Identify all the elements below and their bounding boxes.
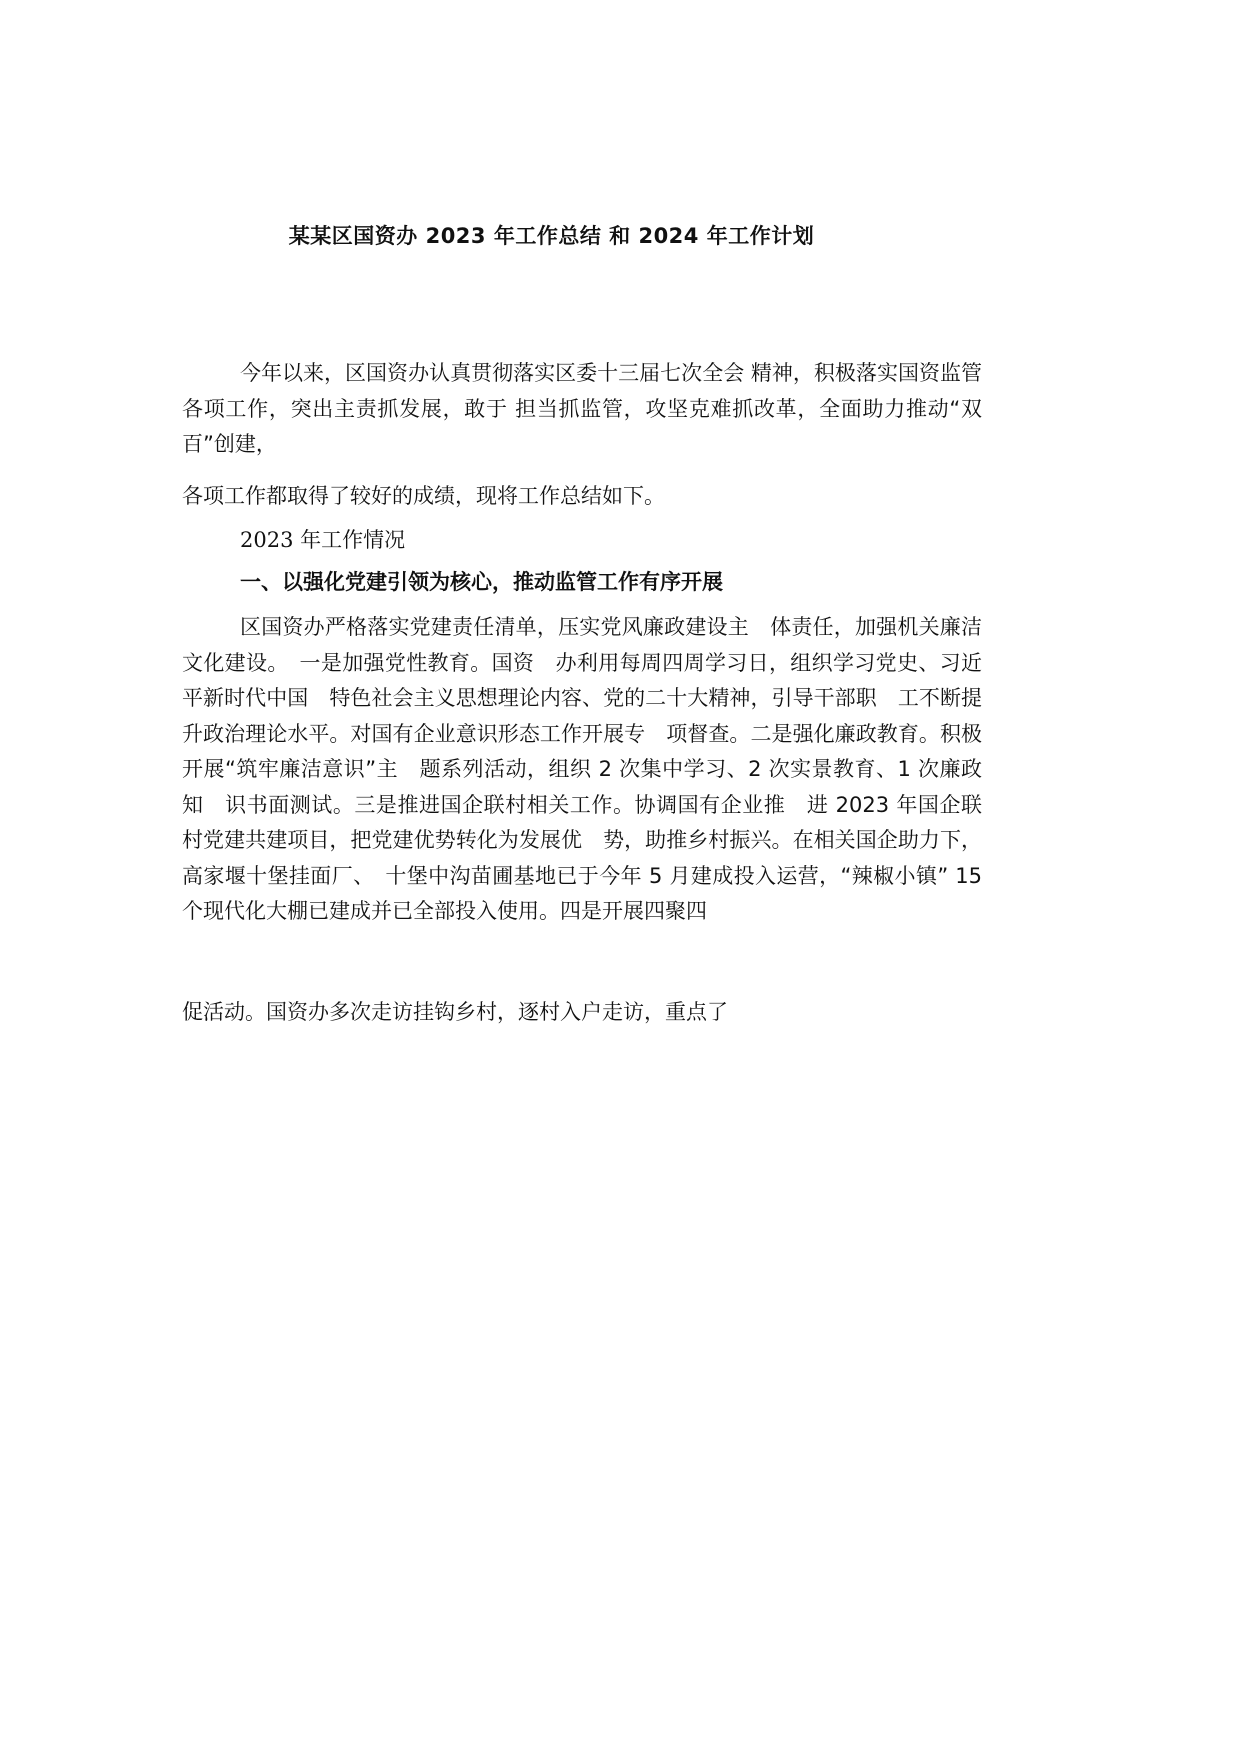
section-heading: 一、以强化党建引领为核心，推动监管工作有序开展 <box>240 570 723 594</box>
section-continuation-line: 促活动。国资办多次走访挂钩乡村，逐村入户走访，重点了 <box>182 1000 728 1024</box>
intro-continuation-line: 各项工作都取得了较好的成绩，现将工作总结如下。 <box>182 484 665 508</box>
document-title: 某某区国资办 2023 年工作总结 和 2024 年工作计划 <box>288 224 815 248</box>
intro-paragraph: 今年以来，区国资办认真贯彻落实区委十三届七次全会 精神，积极落实国资监管各项工作，突出主责抓发展，敢于 担当抓监管，攻坚克难抓改革，全面助力推动“双百”创建， <box>182 361 982 456</box>
section-year-label: 2023 年工作情况 <box>240 528 406 552</box>
section-paragraph: 区国资办严格落实党建责任清单，压实党风廉政建设主 体责任，加强机关廉洁文化建设。 一是加强党性教育。国资 办利用每周四周学习日，组织学习党史、习近平新时代中国 特色社会主义思想理论内容、党的二十大精神，引导干部职 工不断提升政治理论水平。对国有企业意识形态工作开展专 项督查。二是强化廉政教育。积极开展“筑牢廉洁意识”主 题系列活动，组织 2 次集中学习、2 次实景教育、1 次廉政知 识书面测试。三是推进国企联村相关工作。协调国有企业推 进 2023 年国企联村党建共建项目，把党建优势转化为发展优 势，助推乡村振兴。在相关国企助力下，高家堰十堡挂面厂、 十堡中沟苗圃基地已于今年 5 月建成投入运营，“辣椒小镇” 15 个现代化大棚已建成并已全部投入使用。四是开展四聚四 <box>182 615 982 923</box>
